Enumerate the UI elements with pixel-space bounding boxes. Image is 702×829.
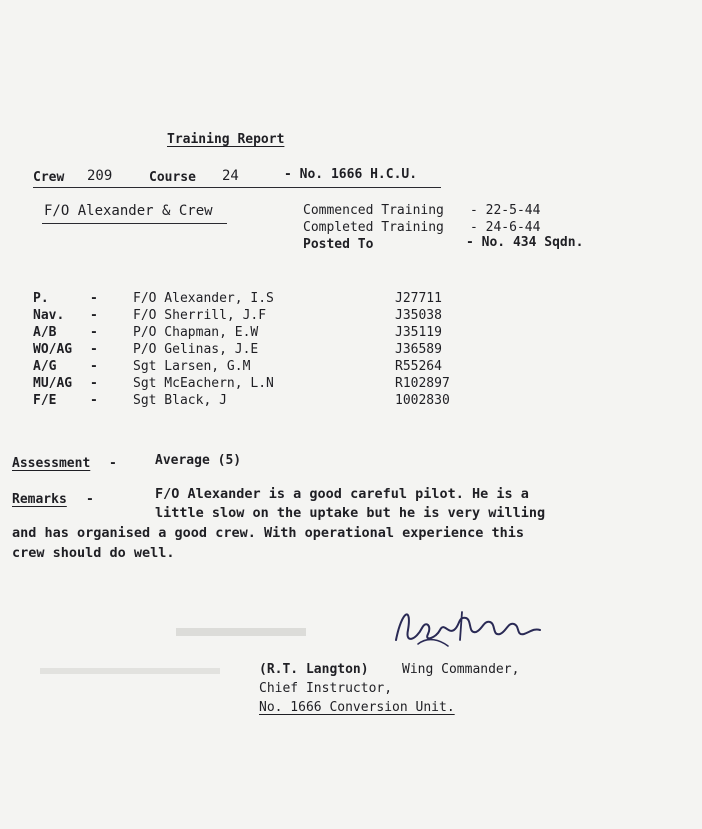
- crew-role: Nav.: [33, 308, 65, 323]
- crew-role: A/G: [33, 359, 57, 374]
- crew-label: Crew: [33, 170, 65, 185]
- bleed-through-mark: [40, 668, 220, 674]
- crew-member-name: P/O Chapman, E.W: [133, 325, 259, 340]
- completed-date: - 24-6-44: [470, 220, 541, 235]
- crew-service-number: 1002830: [395, 393, 450, 408]
- remarks-dash: -: [86, 492, 94, 507]
- crew-role: WO/AG: [33, 342, 73, 357]
- commenced-date: - 22-5-44: [470, 203, 541, 218]
- crew-service-number: J36589: [395, 342, 442, 357]
- remarks-label: Remarks: [12, 492, 67, 507]
- crew-name-underline: [42, 223, 227, 224]
- crew-role: MU/AG: [33, 376, 73, 391]
- crew-role: P.: [33, 291, 49, 306]
- remarks-line-2: little slow on the uptake but he is very willing: [155, 505, 546, 521]
- assessment-dash: -: [109, 456, 117, 471]
- crew-member-name: Sgt Black, J: [133, 393, 227, 408]
- posted-label: Posted To: [303, 237, 374, 252]
- crew-row: [0, 291, 702, 307]
- crew-row: [0, 308, 702, 324]
- crew-role: A/B: [33, 325, 57, 340]
- crew-role: F/E: [33, 393, 57, 408]
- signatory-unit: No. 1666 Conversion Unit.: [259, 700, 455, 715]
- crew-dash: -: [90, 291, 98, 306]
- crew-dash: -: [90, 308, 98, 323]
- course-number: 24: [222, 168, 239, 184]
- signatory-position: Chief Instructor,: [259, 681, 393, 696]
- crew-dash: -: [90, 342, 98, 357]
- remarks-line-4: crew should do well.: [12, 545, 175, 561]
- signatory-name: (R.T. Langton): [259, 662, 369, 677]
- report-title: Training Report: [167, 132, 285, 147]
- crew-service-number: R55264: [395, 359, 442, 374]
- crew-dash: -: [90, 325, 98, 340]
- crew-row: [0, 325, 702, 341]
- crew-number: 209: [87, 168, 113, 184]
- crew-service-number: J35119: [395, 325, 442, 340]
- bleed-through-mark: [176, 628, 306, 636]
- signatory-rank: Wing Commander,: [402, 662, 520, 677]
- crew-row: [0, 359, 702, 375]
- assessment-value: Average (5): [155, 453, 242, 468]
- crew-member-name: F/O Alexander, I.S: [133, 291, 274, 306]
- header-underline: [33, 187, 441, 188]
- crew-dash: -: [90, 393, 98, 408]
- crew-member-name: Sgt Larsen, G.M: [133, 359, 251, 374]
- crew-service-number: R102897: [395, 376, 450, 391]
- signature-image: [388, 600, 548, 660]
- crew-member-name: Sgt McEachern, L.N: [133, 376, 274, 391]
- assessment-label: Assessment: [12, 456, 91, 471]
- crew-row: [0, 342, 702, 358]
- crew-row: [0, 376, 702, 392]
- crew-member-name: F/O Sherrill, J.F: [133, 308, 267, 323]
- unit-name: - No. 1666 H.C.U.: [284, 167, 418, 182]
- crew-service-number: J27711: [395, 291, 442, 306]
- completed-label: Completed Training: [303, 220, 444, 235]
- crew-dash: -: [90, 376, 98, 391]
- crew-service-number: J35038: [395, 308, 442, 323]
- crew-name: F/O Alexander & Crew: [44, 203, 213, 219]
- crew-row: [0, 393, 702, 409]
- posted-value: - No. 434 Sqdn.: [466, 235, 584, 250]
- remarks-line-1: F/O Alexander is a good careful pilot. He is a: [155, 486, 529, 502]
- course-label: Course: [149, 170, 196, 185]
- crew-dash: -: [90, 359, 98, 374]
- crew-member-name: P/O Gelinas, J.E: [133, 342, 259, 357]
- commenced-label: Commenced Training: [303, 203, 444, 218]
- remarks-line-3: and has organised a good crew. With operational experience this: [12, 525, 525, 541]
